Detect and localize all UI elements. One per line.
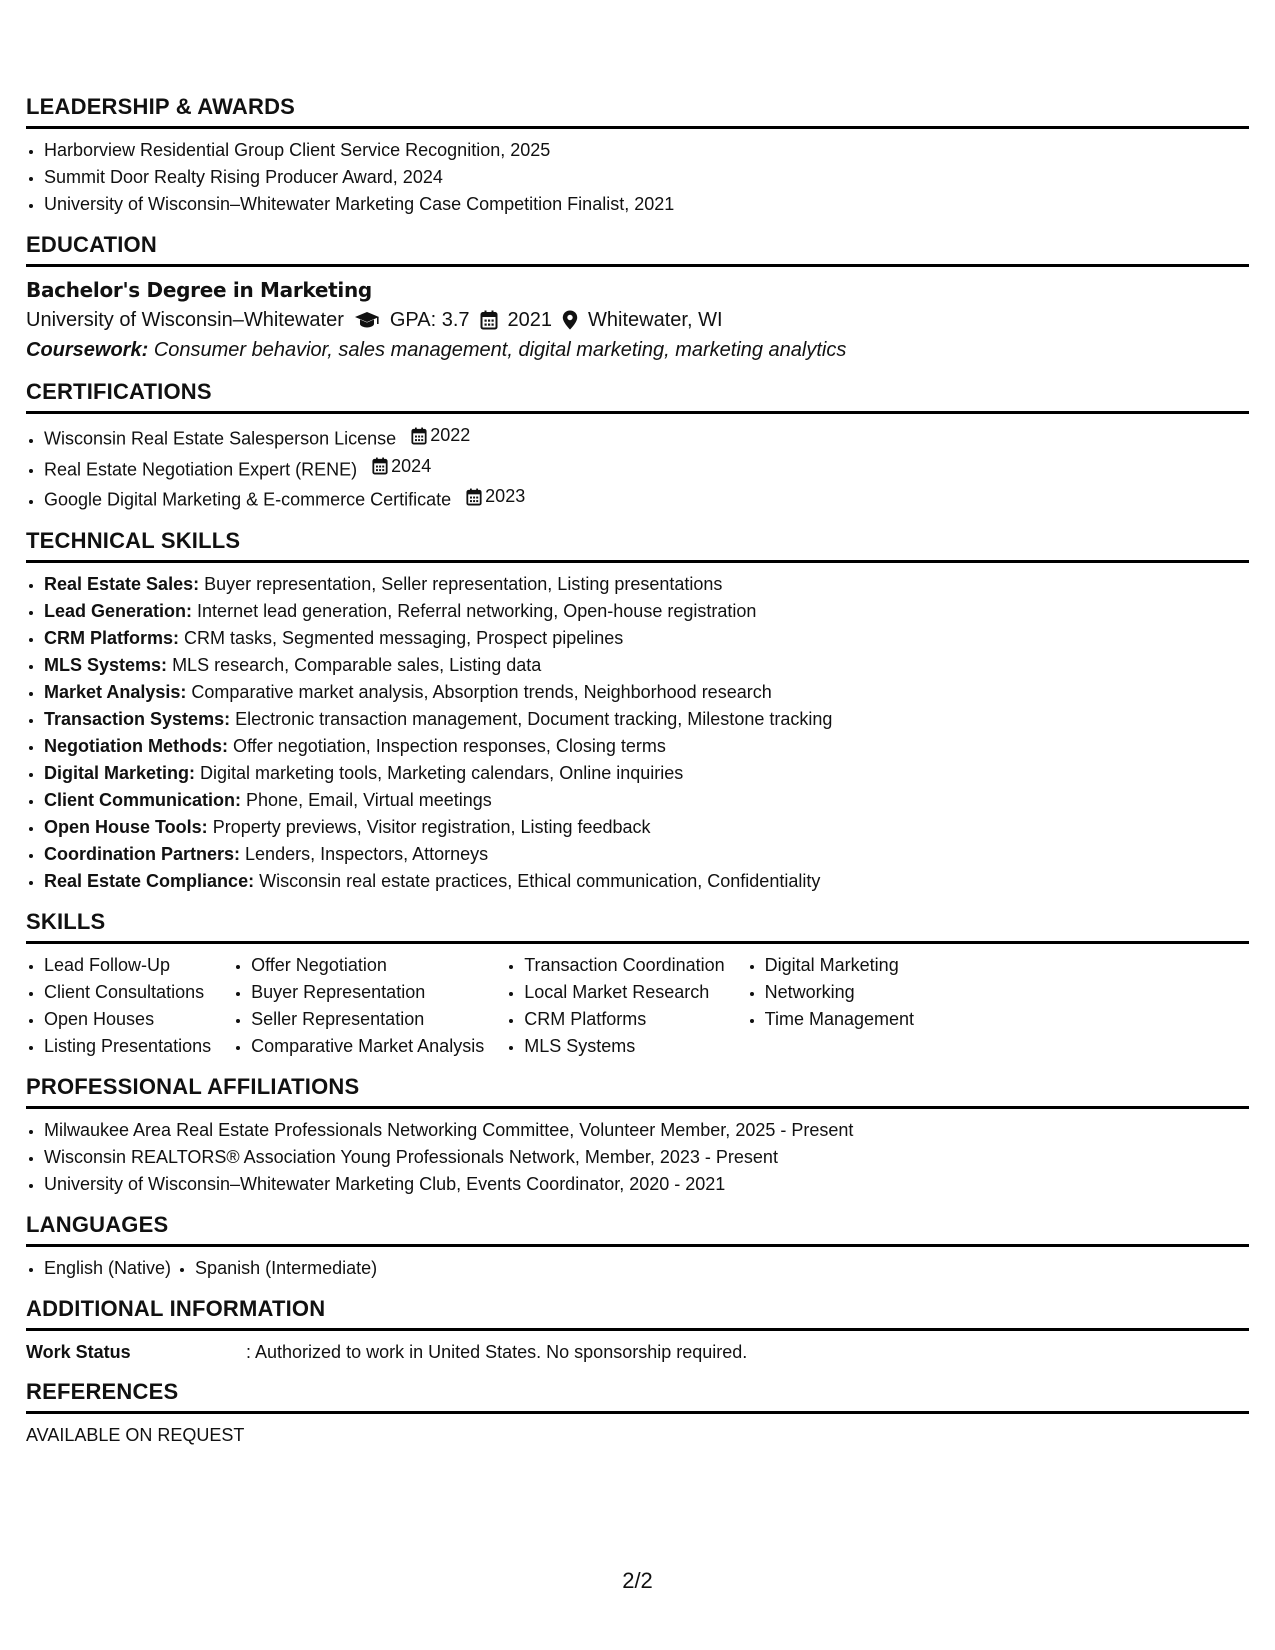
skill-category: Digital Marketing: bbox=[44, 762, 196, 783]
list-item: • Harborview Residential Group Client Service Recognition, 2025 bbox=[44, 137, 1249, 164]
list-item: • Client Consultations bbox=[44, 979, 211, 1006]
list-item bbox=[44, 422, 1249, 453]
list-item: • Milwaukee Area Real Estate Professionals Networking Committee, Volunteer Member, 2025 - Present bbox=[44, 1117, 1249, 1144]
skill-details: Buyer representation, Seller representation, Listing presentations bbox=[204, 573, 723, 594]
list-item bbox=[44, 733, 1249, 760]
leadership-list bbox=[26, 137, 1249, 218]
list-item bbox=[44, 706, 1249, 733]
certification-name: Google Digital Marketing & E-commerce Certificate bbox=[44, 489, 452, 510]
certification-date bbox=[372, 453, 431, 480]
skill-details: Digital marketing tools, Marketing calendars, Online inquiries bbox=[200, 762, 684, 783]
degree-title: Bachelor's Degree in Marketing bbox=[26, 278, 372, 302]
certification-name: Wisconsin Real Estate Salesperson License bbox=[44, 428, 397, 449]
skill-category: Client Communication: bbox=[44, 789, 241, 810]
skill-details: Lenders, Inspectors, Attorneys bbox=[245, 843, 489, 864]
list-item bbox=[44, 483, 1249, 514]
list-item bbox=[44, 679, 1249, 706]
list-item: • Summit Door Realty Rising Producer Award, 2024 bbox=[44, 164, 1249, 191]
list-item: • University of Wisconsin–Whitewater Marketing Club, Events Coordinator, 2020 - 2021 bbox=[44, 1171, 1249, 1198]
references-section bbox=[26, 1379, 1249, 1448]
list-item: • Transaction Coordination bbox=[524, 952, 724, 979]
skills-section bbox=[26, 909, 1249, 1060]
gpa: GPA: 3.7 bbox=[389, 309, 470, 331]
work-status-row bbox=[26, 1339, 1249, 1365]
calendar-icon bbox=[372, 457, 388, 475]
list-item: • Seller Representation bbox=[251, 1006, 484, 1033]
references-text: AVAILABLE ON REQUEST bbox=[26, 1424, 245, 1445]
section-title: TECHNICAL SKILLS bbox=[26, 528, 1249, 563]
section-title: LEADERSHIP & AWARDS bbox=[26, 94, 1249, 129]
section-title: CERTIFICATIONS bbox=[26, 379, 1249, 414]
certifications-section bbox=[26, 379, 1249, 514]
coursework-text: Consumer behavior, sales management, digital marketing, marketing analytics bbox=[153, 339, 847, 361]
list-item: • University of Wisconsin–Whitewater Marketing Case Competition Finalist, 2021 bbox=[44, 191, 1249, 218]
skill-category: Negotiation Methods: bbox=[44, 735, 228, 756]
skill-category: Coordination Partners: bbox=[44, 843, 241, 864]
affiliations-section bbox=[26, 1074, 1249, 1198]
skill-category: Lead Generation: bbox=[44, 600, 193, 621]
technical-skills-list bbox=[26, 571, 1249, 895]
section-title: REFERENCES bbox=[26, 1379, 1249, 1414]
education-details bbox=[26, 305, 1249, 335]
skills-column bbox=[506, 952, 724, 1060]
skill-category: Open House Tools: bbox=[44, 816, 208, 837]
list-item: • Lead Follow-Up bbox=[44, 952, 211, 979]
additional-info-section bbox=[26, 1296, 1249, 1365]
skill-details: Property previews, Visitor registration, Listing feedback bbox=[212, 816, 651, 837]
skill-category: Real Estate Sales: bbox=[44, 573, 200, 594]
list-item bbox=[44, 453, 1249, 484]
section-title: ADDITIONAL INFORMATION bbox=[26, 1296, 1249, 1331]
page-number: 2/2 bbox=[622, 1568, 653, 1593]
skill-category: CRM Platforms: bbox=[44, 627, 180, 648]
education-section bbox=[26, 232, 1249, 365]
list-item: • Spanish (Intermediate) bbox=[195, 1255, 377, 1282]
list-item: • CRM Platforms bbox=[524, 1006, 724, 1033]
list-item: • Local Market Research bbox=[524, 979, 724, 1006]
skill-details: Offer negotiation, Inspection responses, Closing terms bbox=[233, 735, 666, 756]
list-item: • MLS Systems bbox=[524, 1033, 724, 1060]
certification-date bbox=[466, 483, 525, 510]
skill-details: Internet lead generation, Referral networking, Open-house registration bbox=[197, 600, 757, 621]
languages-list bbox=[26, 1255, 1249, 1282]
certification-year: 2022 bbox=[430, 425, 471, 445]
list-item bbox=[44, 625, 1249, 652]
languages-section bbox=[26, 1212, 1249, 1282]
list-item: • Offer Negotiation bbox=[251, 952, 484, 979]
skill-details: CRM tasks, Segmented messaging, Prospect pipelines bbox=[184, 627, 624, 648]
section-title: EDUCATION bbox=[26, 232, 1249, 267]
list-item bbox=[44, 814, 1249, 841]
coursework-label: Coursework: bbox=[26, 339, 149, 361]
section-title: SKILLS bbox=[26, 909, 1249, 944]
leadership-section bbox=[26, 94, 1249, 218]
list-item: • Time Management bbox=[765, 1006, 914, 1033]
certifications-list bbox=[26, 422, 1249, 514]
calendar-icon bbox=[411, 427, 427, 445]
school-name: University of Wisconsin–Whitewater bbox=[26, 309, 344, 331]
certification-year: 2024 bbox=[391, 455, 432, 476]
list-item bbox=[44, 652, 1249, 679]
section-title: LANGUAGES bbox=[26, 1212, 1249, 1247]
calendar-icon bbox=[480, 310, 498, 330]
list-item bbox=[44, 841, 1249, 868]
list-item: • Open Houses bbox=[44, 1006, 211, 1033]
graduation-year: 2021 bbox=[507, 309, 553, 331]
list-item bbox=[44, 760, 1249, 787]
certification-name: Real Estate Negotiation Expert (RENE) bbox=[44, 459, 358, 479]
skill-category: MLS Systems: bbox=[44, 654, 168, 675]
list-item: • Wisconsin REALTORS® Association Young Professionals Network, Member, 2023 - Present bbox=[44, 1144, 1249, 1171]
skills-column bbox=[747, 952, 914, 1060]
list-item bbox=[44, 571, 1249, 598]
work-status-value: : Authorized to work in United States. No sponsorship required. bbox=[246, 1341, 748, 1362]
skill-details: MLS research, Comparable sales, Listing data bbox=[172, 654, 542, 675]
skill-details: Electronic transaction management, Document tracking, Milestone tracking bbox=[235, 708, 833, 729]
skills-column bbox=[26, 952, 211, 1060]
list-item: • Buyer Representation bbox=[251, 979, 484, 1006]
skills-grid bbox=[26, 952, 1249, 1060]
list-item bbox=[44, 598, 1249, 625]
list-item: • Listing Presentations bbox=[44, 1033, 211, 1060]
skill-category: Market Analysis: bbox=[44, 681, 187, 702]
affiliations-list bbox=[26, 1117, 1249, 1198]
work-status-label: Work Status bbox=[26, 1341, 131, 1362]
map-pin-icon bbox=[562, 310, 578, 330]
skill-category: Real Estate Compliance: bbox=[44, 870, 255, 891]
skill-details: Wisconsin real estate practices, Ethical communication, Confidentiality bbox=[259, 870, 821, 891]
technical-skills-section bbox=[26, 528, 1249, 895]
skill-details: Comparative market analysis, Absorption trends, Neighborhood research bbox=[191, 681, 772, 702]
list-item bbox=[44, 868, 1249, 895]
section-title: PROFESSIONAL AFFILIATIONS bbox=[26, 1074, 1249, 1109]
graduation-cap-icon bbox=[354, 311, 380, 329]
coursework bbox=[26, 335, 1249, 365]
skill-category: Transaction Systems: bbox=[44, 708, 231, 729]
list-item: • English (Native) bbox=[44, 1255, 171, 1282]
list-item bbox=[44, 787, 1249, 814]
skills-column bbox=[233, 952, 484, 1060]
calendar-icon bbox=[466, 488, 482, 506]
list-item: • Networking bbox=[765, 979, 914, 1006]
list-item: • Comparative Market Analysis bbox=[251, 1033, 484, 1060]
skill-details: Phone, Email, Virtual meetings bbox=[246, 789, 492, 810]
school-location: Whitewater, WI bbox=[588, 309, 723, 331]
list-item: • Digital Marketing bbox=[765, 952, 914, 979]
certification-year: 2023 bbox=[485, 486, 526, 506]
certification-date bbox=[411, 422, 470, 449]
